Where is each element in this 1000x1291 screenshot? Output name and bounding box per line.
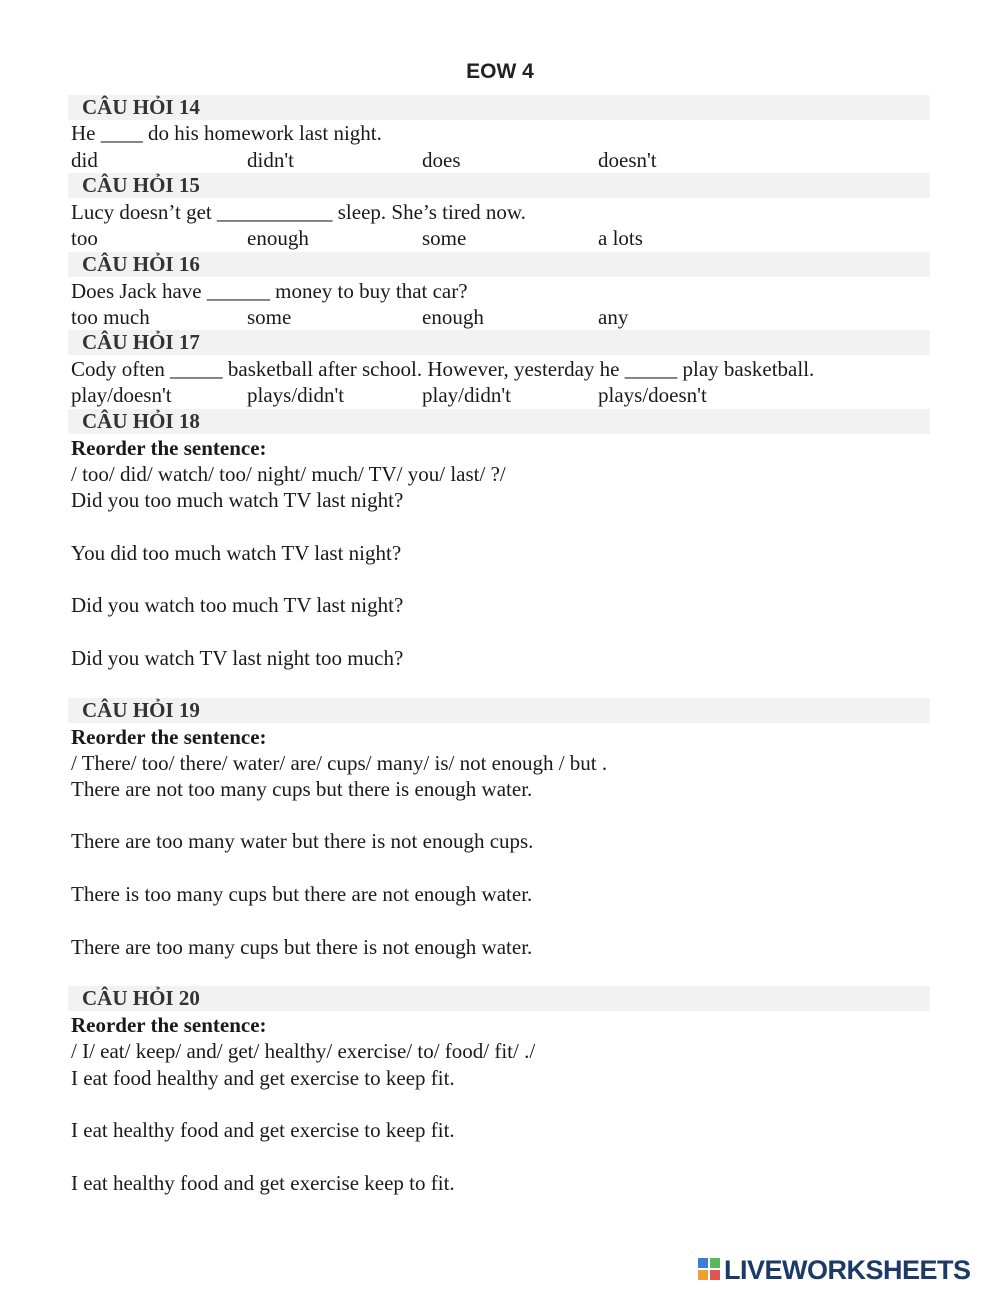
question-14-header <box>68 95 930 120</box>
q14-option-3[interactable]: does <box>422 148 461 172</box>
question-17-header <box>68 330 930 355</box>
question-16-header <box>68 252 930 277</box>
q17-option-3[interactable]: play/didn't <box>422 383 511 407</box>
q19-option-4[interactable]: There are too many cups but there is not enough water. <box>71 935 533 959</box>
question-18-header <box>68 409 930 434</box>
q18-option-3[interactable]: Did you watch too much TV last night? <box>71 593 404 617</box>
liveworksheets-logo-text: LIVEWORKSHEETS <box>724 1255 971 1285</box>
q19-option-2[interactable]: There are too many water but there is not enough cups. <box>71 829 534 853</box>
question-20-instruction: Reorder the sentence: <box>71 1013 267 1037</box>
question-16-heading: CÂU HỎI 16 <box>82 252 200 276</box>
question-15-text: Lucy doesn’t get ___________ sleep. She’s tired now. <box>71 200 526 224</box>
q14-option-2[interactable]: didn't <box>247 148 294 172</box>
question-18-words: / too/ did/ watch/ too/ night/ much/ TV/ you/ last/ ?/ <box>71 462 506 486</box>
q15-option-1[interactable]: too <box>71 226 98 250</box>
q16-option-2[interactable]: some <box>247 305 292 329</box>
question-14-text: He ____ do his homework last night. <box>71 121 382 145</box>
q16-option-1[interactable]: too much <box>71 305 150 329</box>
question-17-heading: CÂU HỎI 17 <box>82 330 200 354</box>
q18-option-1[interactable]: Did you too much watch TV last night? <box>71 488 404 512</box>
q16-option-4[interactable]: any <box>598 305 629 329</box>
q14-option-4[interactable]: doesn't <box>598 148 657 172</box>
liveworksheets-logo <box>698 1255 993 1285</box>
liveworksheets-logo-icon <box>698 1258 720 1280</box>
q17-option-2[interactable]: plays/didn't <box>247 383 345 407</box>
question-14-heading: CÂU HỎI 14 <box>82 95 200 119</box>
question-18-heading: CÂU HỎI 18 <box>82 409 200 433</box>
q14-option-1[interactable]: did <box>71 148 98 172</box>
q20-option-1[interactable]: I eat food healthy and get exercise to keep fit. <box>71 1066 455 1090</box>
q15-option-4[interactable]: a lots <box>598 226 643 250</box>
question-20-heading: CÂU HỎI 20 <box>82 986 200 1010</box>
question-15-header <box>68 173 930 198</box>
q15-option-2[interactable]: enough <box>247 226 309 250</box>
q17-option-1[interactable]: play/doesn't <box>71 383 172 407</box>
question-19-heading: CÂU HỎI 19 <box>82 698 200 722</box>
q18-option-2[interactable]: You did too much watch TV last night? <box>71 541 402 565</box>
q16-option-3[interactable]: enough <box>422 305 484 329</box>
question-20-words: / I/ eat/ keep/ and/ get/ healthy/ exercise/ to/ food/ fit/ ./ <box>71 1039 536 1063</box>
q15-option-3[interactable]: some <box>422 226 467 250</box>
question-16-text: Does Jack have ______ money to buy that car? <box>71 279 468 303</box>
page-title: EOW 4 <box>466 60 534 83</box>
q20-option-3[interactable]: I eat healthy food and get exercise keep to fit. <box>71 1171 455 1195</box>
q18-option-4[interactable]: Did you watch TV last night too much? <box>71 646 404 670</box>
question-20-header <box>68 986 930 1011</box>
question-18-instruction: Reorder the sentence: <box>71 436 267 460</box>
q19-option-3[interactable]: There is too many cups but there are not enough water. <box>71 882 533 906</box>
q17-option-4[interactable]: plays/doesn't <box>598 383 707 407</box>
question-19-instruction: Reorder the sentence: <box>71 725 267 749</box>
q19-option-1[interactable]: There are not too many cups but there is enough water. <box>71 777 533 801</box>
q20-option-2[interactable]: I eat healthy food and get exercise to keep fit. <box>71 1118 455 1142</box>
question-19-words: / There/ too/ there/ water/ are/ cups/ many/ is/ not enough / but . <box>71 751 608 775</box>
question-15-heading: CÂU HỎI 15 <box>82 173 200 197</box>
question-17-text: Cody often _____ basketball after school. However, yesterday he _____ play basketball. <box>71 357 815 381</box>
question-19-header <box>68 698 930 723</box>
